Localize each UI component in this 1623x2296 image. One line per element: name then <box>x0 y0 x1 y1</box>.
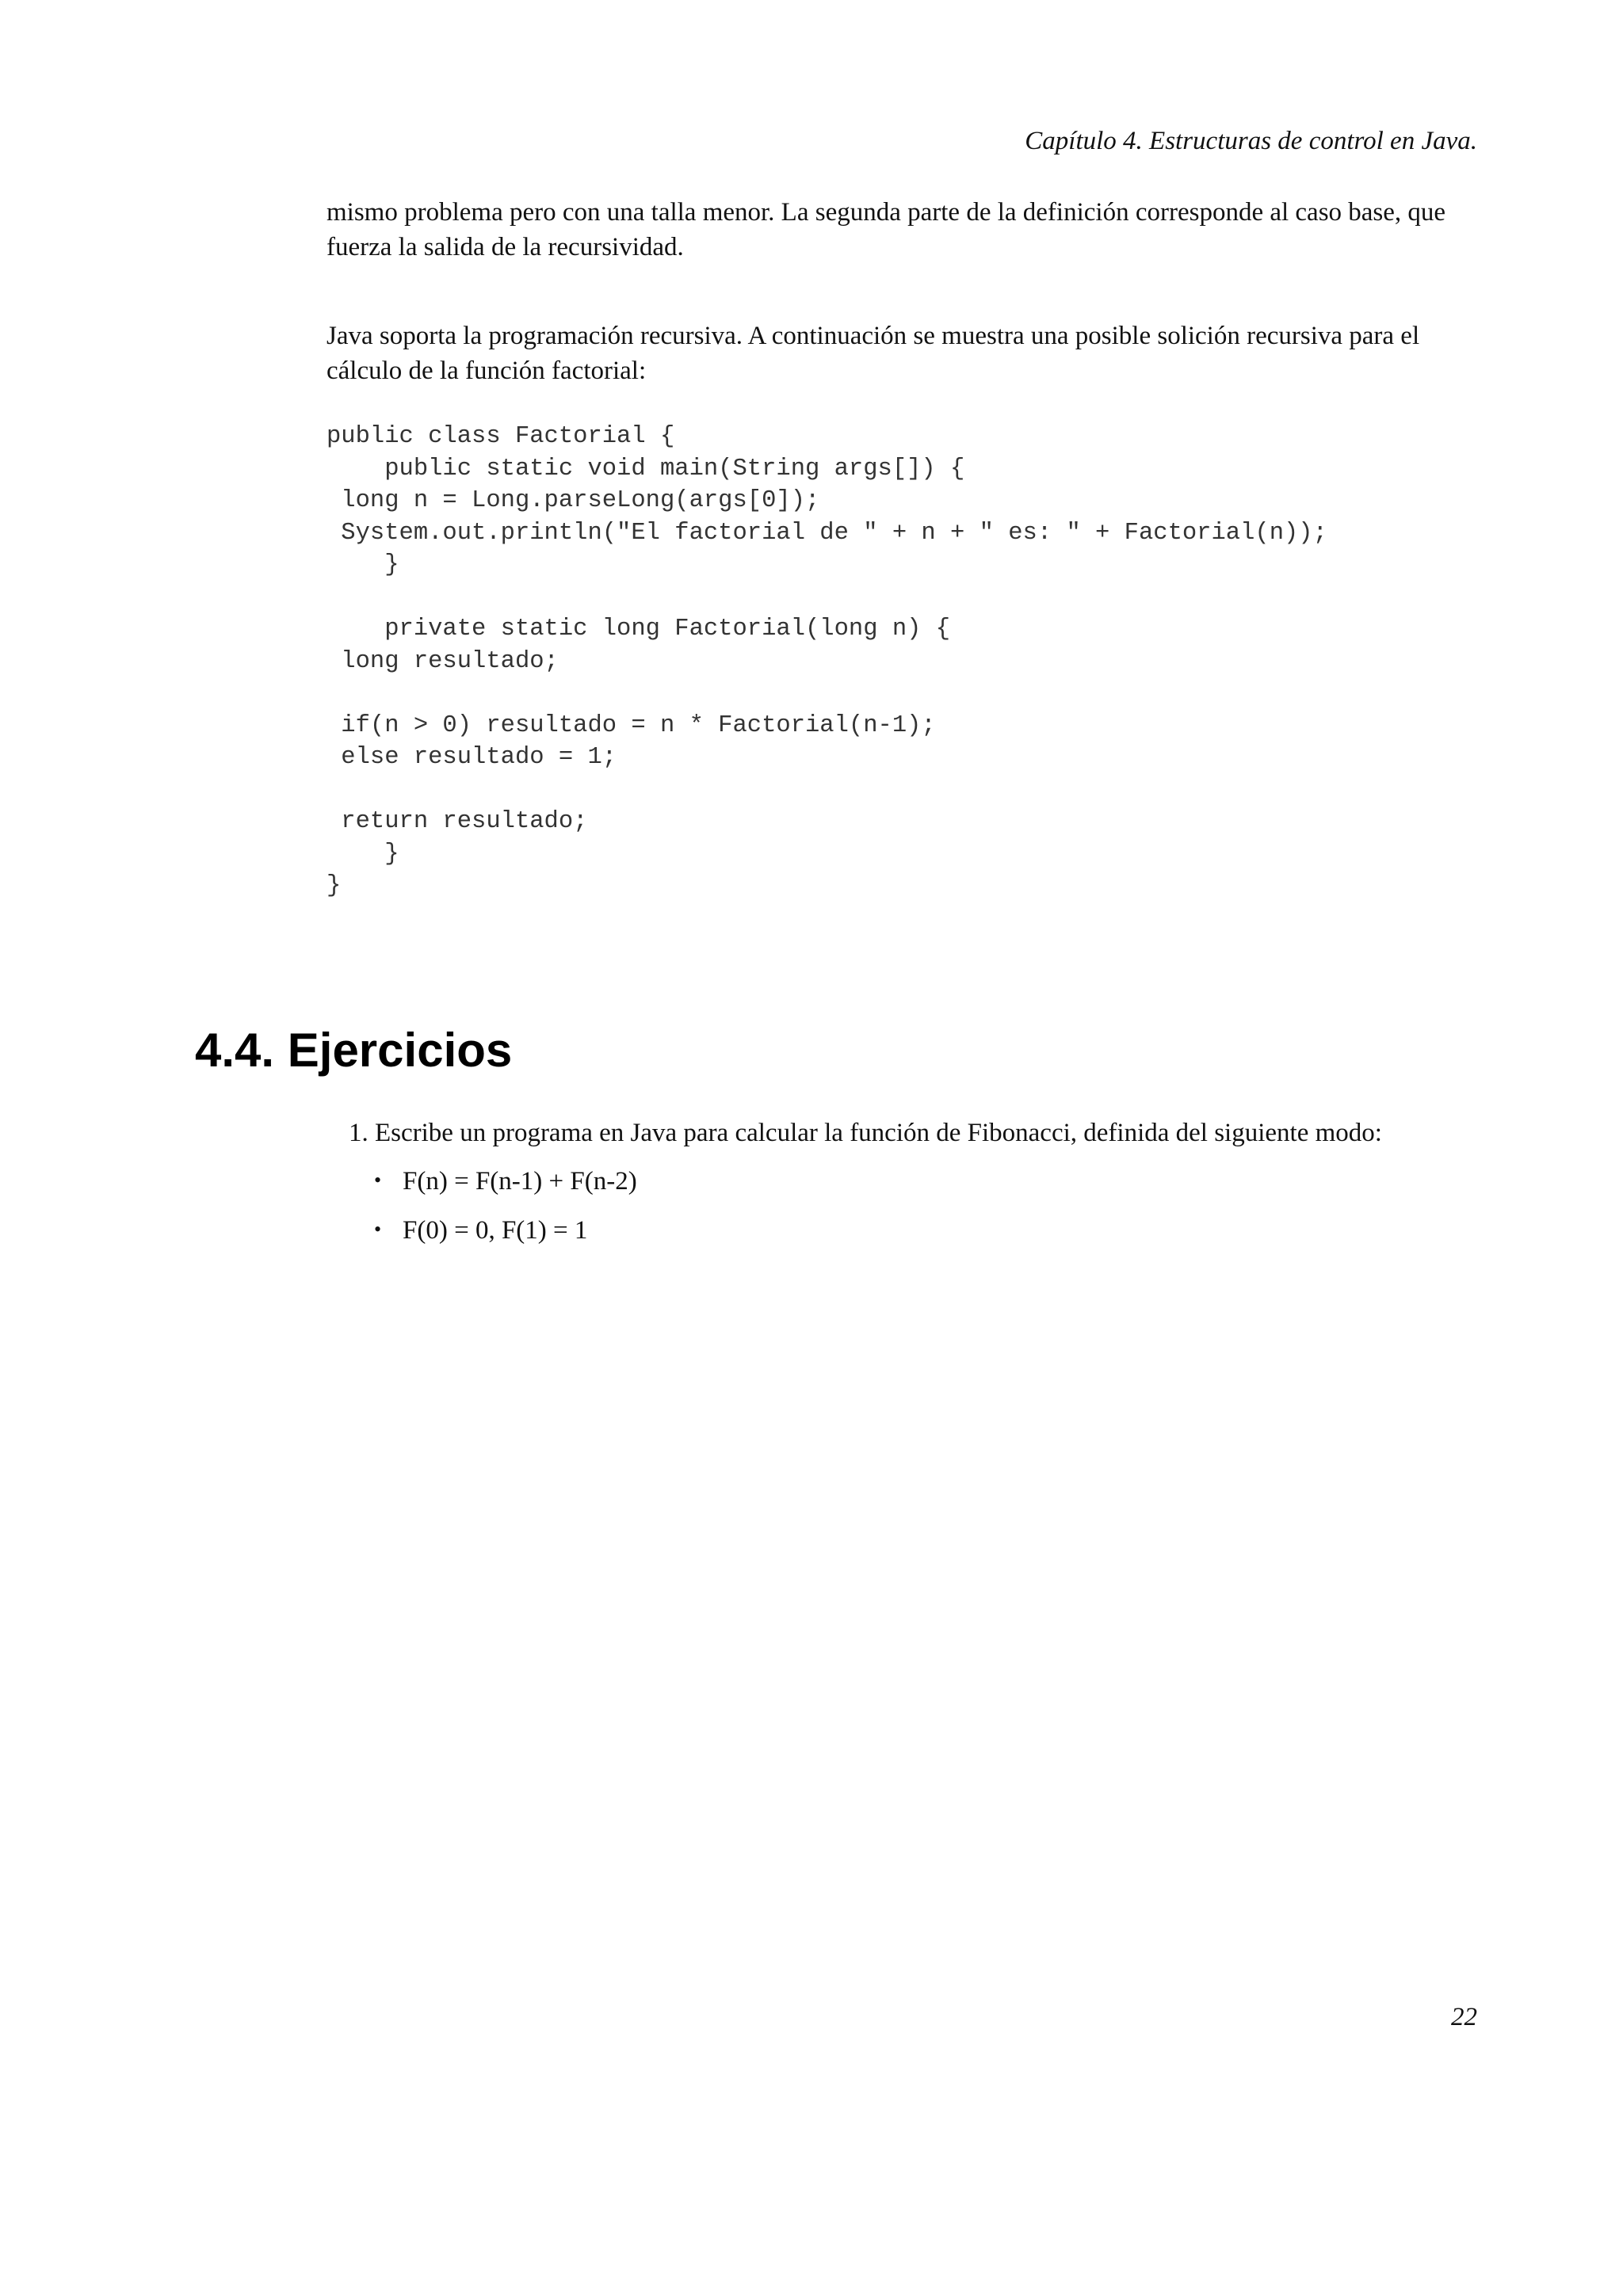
code-line: else resultado = 1; <box>327 744 617 771</box>
code-line <box>327 677 1327 710</box>
code-line: long n = Long.parseLong(args[0]); <box>327 487 820 514</box>
code-line: if(n > 0) resultado = n * Factorial(n-1); <box>327 711 936 739</box>
code-line: public static void main(String args[]) { <box>327 455 965 482</box>
bullet-item <box>374 1163 637 1199</box>
code-line: return resultado; <box>327 808 588 835</box>
exercise-item-1 <box>349 1116 1382 1150</box>
running-header: Capítulo 4. Estructuras de control en Java. <box>1025 127 1477 155</box>
bullet-text: F(0) = 0, F(1) = 1 <box>403 1216 588 1245</box>
code-line: } <box>327 840 399 868</box>
code-line: long resultado; <box>327 647 559 675</box>
section-heading-ejercicios: 4.4. Ejercicios <box>195 1024 513 1077</box>
code-line: } <box>327 872 342 899</box>
code-block-factorial <box>327 421 1327 902</box>
exercise-number: 1. <box>349 1119 369 1147</box>
bullet-item <box>374 1212 587 1248</box>
code-line: public class Factorial { <box>327 423 675 450</box>
bullet-icon: • <box>374 1169 382 1192</box>
code-line: System.out.println("El factorial de " + n + " es: " + Factorial(n)); <box>327 519 1327 547</box>
page-number: 22 <box>1451 2003 1477 2031</box>
code-line <box>327 774 1327 807</box>
code-line: private static long Factorial(long n) { <box>327 616 951 643</box>
exercise-text: Escribe un programa en Java para calcular la función de Fibonacci, definida del siguiente modo: <box>375 1119 1382 1147</box>
bullet-text: F(n) = F(n-1) + F(n-2) <box>403 1167 637 1196</box>
code-line: } <box>327 551 399 578</box>
bullet-icon: • <box>374 1218 382 1241</box>
paragraph-java-recursion: Java soporta la programación recursiva. A continuación se muestra una posible solición recursiva para el cálculo de la función factorial: <box>327 322 1420 385</box>
paragraph-recursion-base-case: mismo problema pero con una talla menor. La segunda parte de la definición corresponde al caso base, que fuerza la salida de la recursividad. <box>327 198 1446 261</box>
code-line <box>327 582 1327 614</box>
